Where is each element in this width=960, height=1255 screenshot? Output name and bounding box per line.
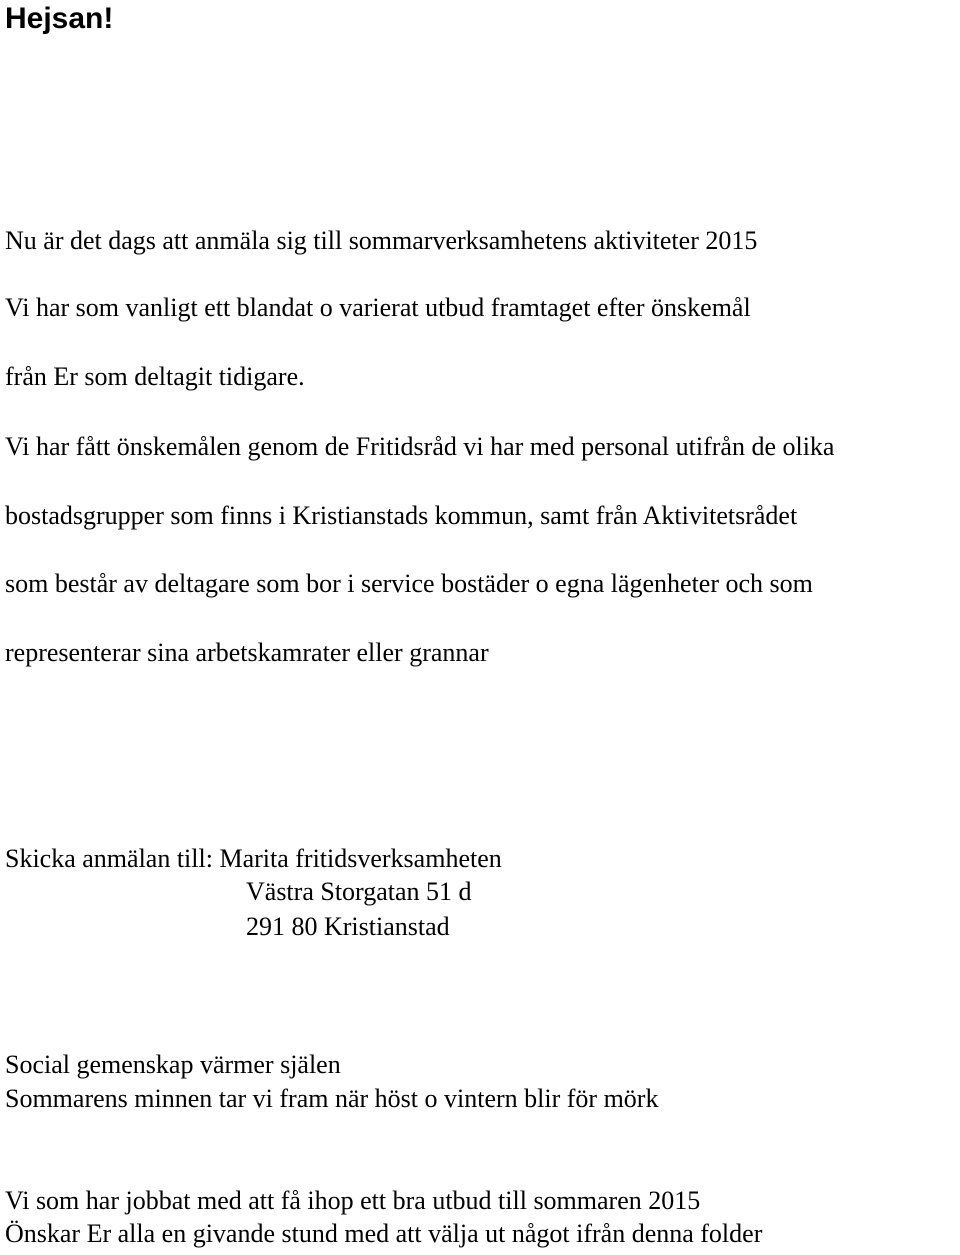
address-line-city: 291 80 Kristianstad	[246, 912, 450, 941]
intro-line: Vi har som vanligt ett blandat o varierat utbud framtaget efter önskemål	[5, 293, 751, 322]
intro-line: bostadsgrupper som finns i Kristianstads kommun, samt från Aktivitetsrådet	[5, 501, 798, 530]
intro-line: som består av deltagare som bor i service bostäder o egna lägenheter och som	[5, 569, 813, 598]
address-line-recipient: Skicka anmälan till: Marita fritidsverksamheten	[5, 844, 502, 873]
intro-line: från Er som deltagit tidigare.	[5, 362, 305, 391]
closing-line: Önskar Er alla en givande stund med att välja ut något ifrån denna folder	[5, 1219, 763, 1248]
closing-line: Sommarens minnen tar vi fram när höst o vintern blir för mörk	[5, 1084, 659, 1113]
closing-line: Social gemenskap värmer själen	[5, 1050, 341, 1079]
closing-line: Vi som har jobbat med att få ihop ett bra utbud till sommaren 2015	[5, 1186, 701, 1215]
address-line-street: Västra Storgatan 51 d	[246, 877, 472, 906]
intro-line: Nu är det dags att anmäla sig till sommarverksamhetens aktiviteter 2015	[5, 226, 758, 255]
greeting-heading: Hejsan!	[5, 2, 114, 35]
intro-line: Vi har fått önskemålen genom de Fritidsråd vi har med personal utifrån de olika	[5, 432, 835, 461]
intro-line: representerar sina arbetskamrater eller grannar	[5, 638, 489, 667]
